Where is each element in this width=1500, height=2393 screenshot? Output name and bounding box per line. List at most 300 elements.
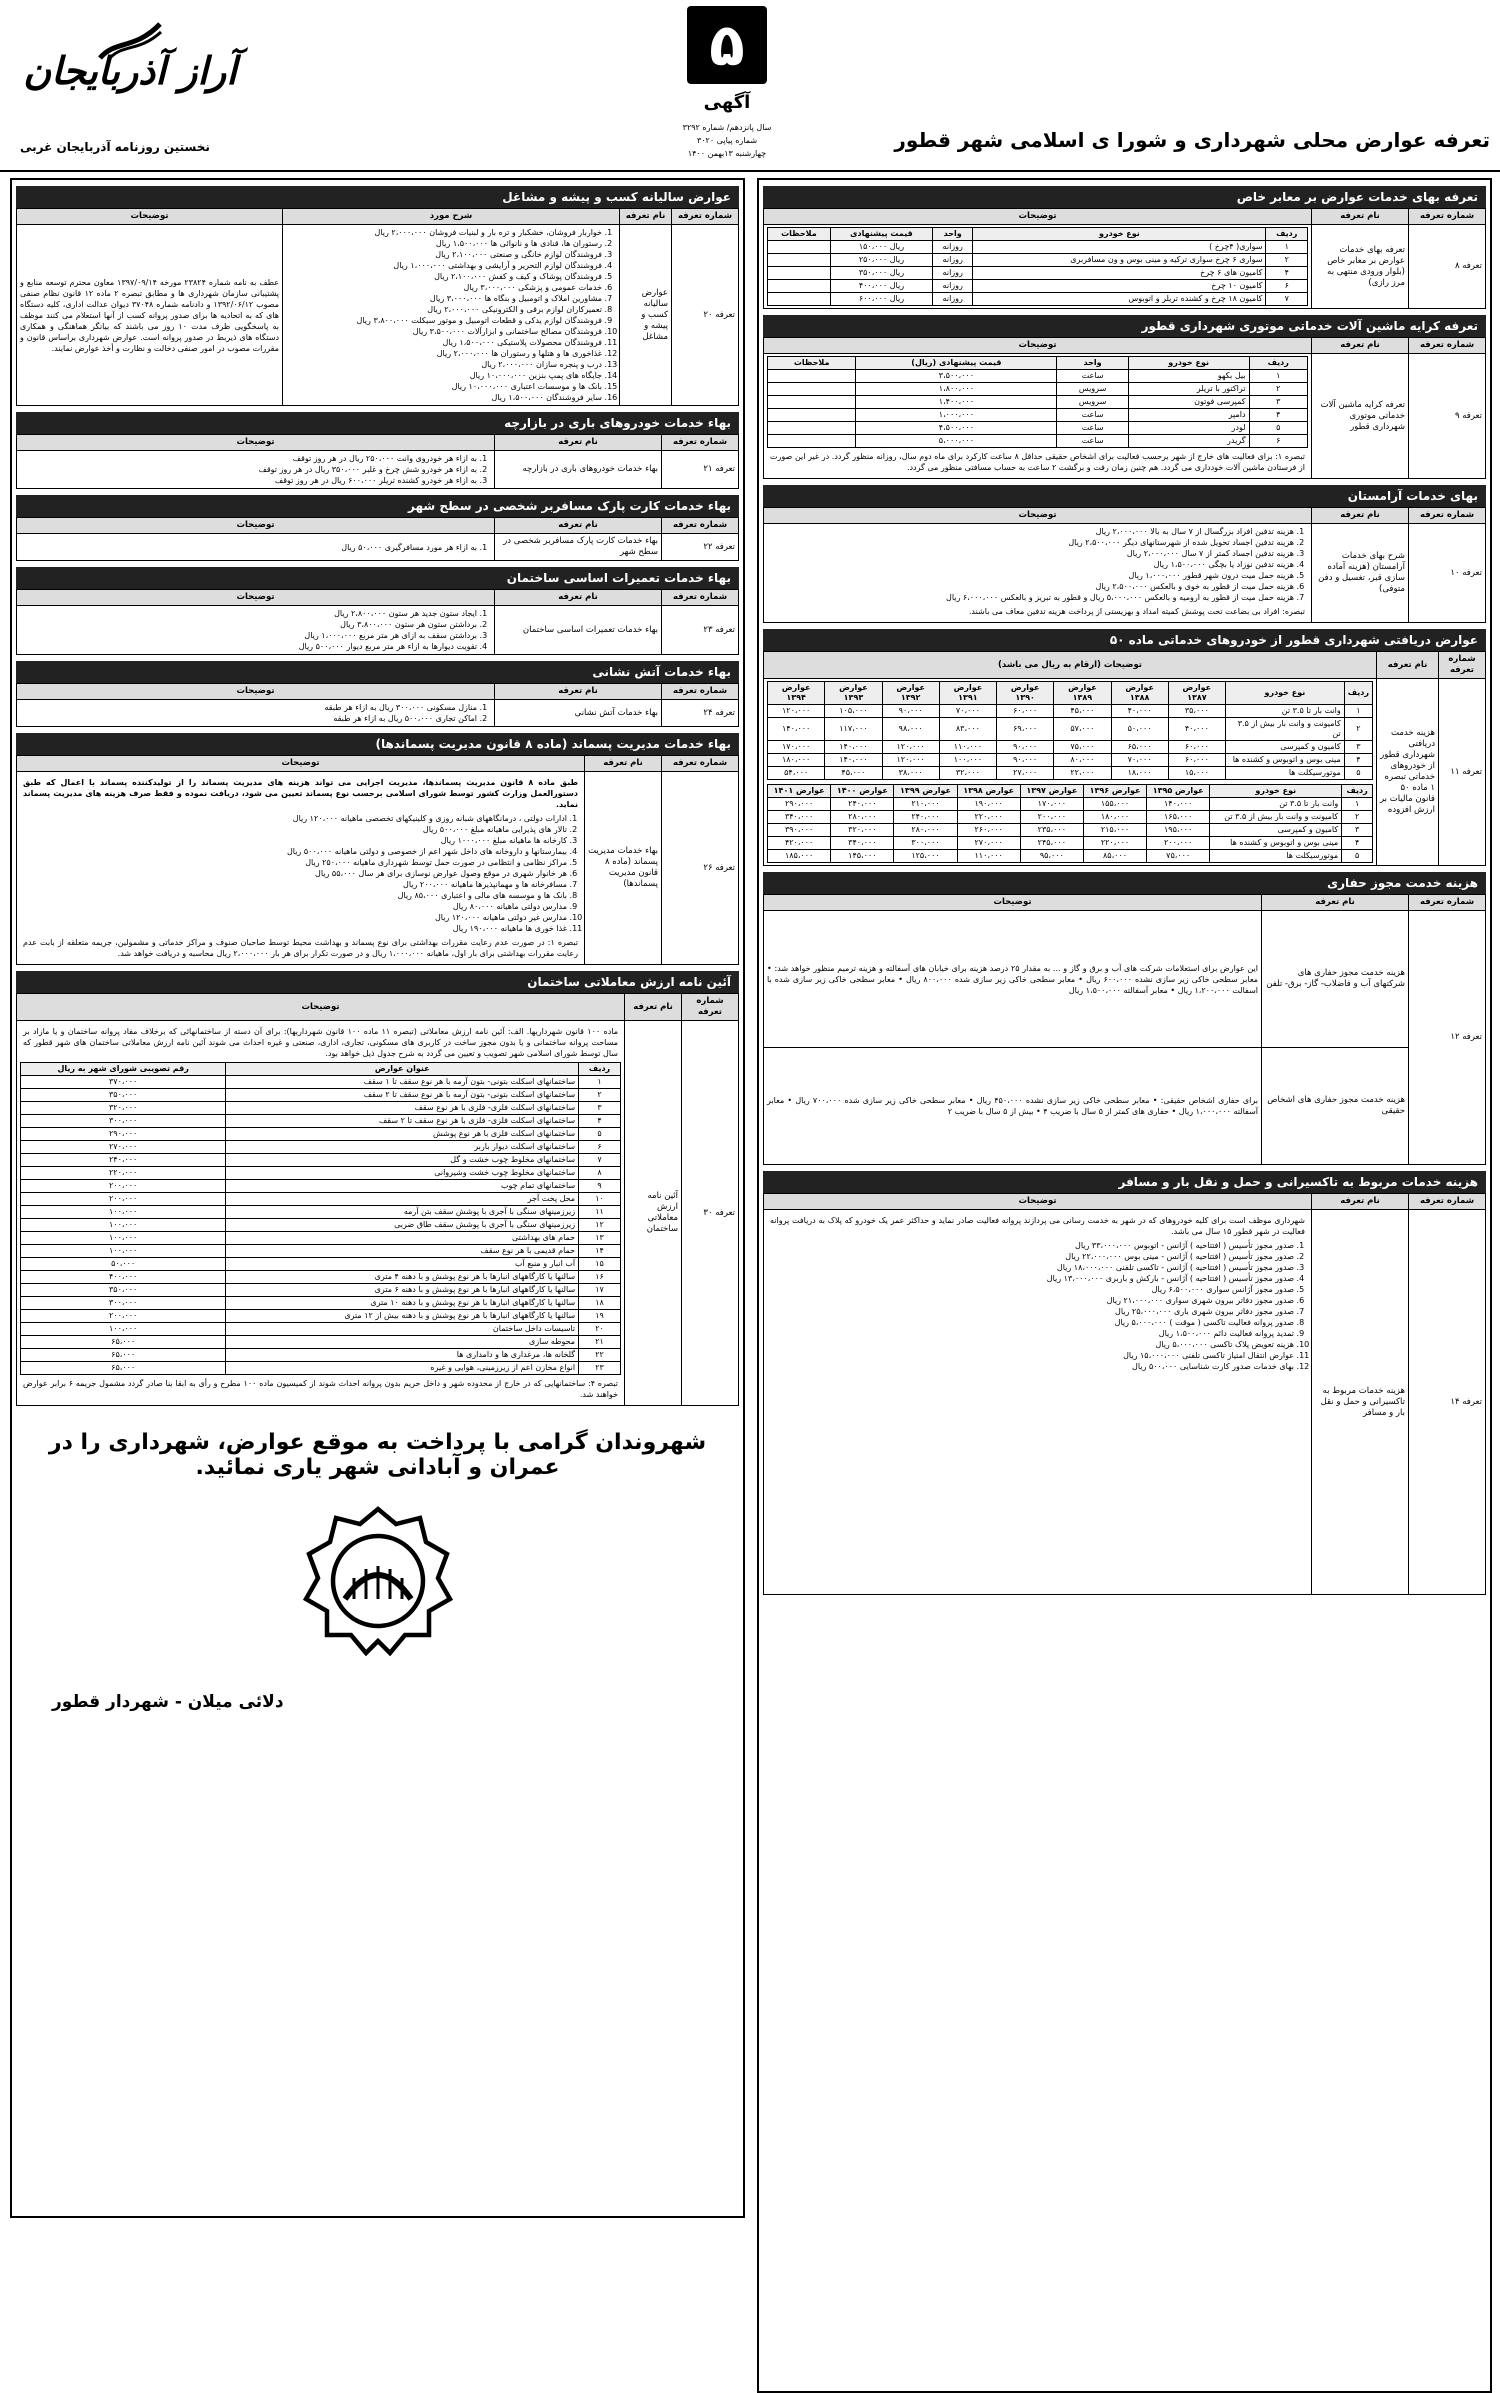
- section-title: بهاء خدمات خودروهای باری در بازارچه: [16, 412, 739, 434]
- table-row: [768, 435, 1308, 448]
- table-cell: ۲۵۰،۰۰۰ ریال: [830, 254, 932, 267]
- table-row: [768, 741, 1373, 754]
- column-header: عوارض ۱۳۹۳: [825, 682, 882, 705]
- table-cell: ۱۵۵،۰۰۰: [1083, 798, 1146, 811]
- header-num: شماره تعرفه: [1439, 652, 1486, 679]
- table-cell: آب انبار و منبع آب: [226, 1258, 579, 1271]
- list-item: 11. غذا خوری ها ماهیانه ۱۹۰،۰۰۰ ریال: [20, 923, 567, 934]
- table-cell: ۳۵۰،۰۰۰: [21, 1089, 226, 1102]
- tariff-num: تعرفه ۱۰: [1409, 524, 1486, 623]
- table-cell: ۲۸۰،۰۰۰: [894, 824, 957, 837]
- list-item: 6. خدمات عمومی و پزشکی ۳،۰۰۰،۰۰۰ ریال: [286, 282, 602, 293]
- table-cell: ۱۴۰،۰۰۰: [768, 718, 825, 741]
- table-cell: ۶: [1249, 435, 1307, 448]
- table-cell: ۱: [579, 1076, 621, 1089]
- tariff-num: تعرفه ۲۳: [662, 606, 739, 655]
- section-tariff-8: [763, 186, 1486, 309]
- right-column: [757, 178, 1492, 2393]
- list-item: 6. هر خانوار شهری در موقع وصول عوارض نوسازی برای هر سال ۵۵،۰۰۰ ریال: [20, 868, 567, 879]
- table-cell: ۱۲۰،۰۰۰: [882, 754, 939, 767]
- tariff-table: [763, 208, 1486, 309]
- table-cell: ۶: [579, 1141, 621, 1154]
- column-header: ردیف: [579, 1063, 621, 1076]
- page-title: تعرفه عوارض محلی شهرداری و شورا ی اسلامی شهر قطور: [894, 128, 1490, 152]
- table-cell: ۴۲۰،۰۰۰: [768, 837, 831, 850]
- newspaper-logo: [10, 20, 250, 130]
- table-cell: ۱۵۰،۰۰۰ ریال: [830, 241, 932, 254]
- header-num: شماره تعرفه: [682, 994, 739, 1021]
- inner-table: [767, 227, 1308, 306]
- list-item: 8. صدور پروانه فعالیت تاکسی ( موقت ) ۵،۰۰۰،۰۰۰ ریال: [767, 1317, 1294, 1328]
- table-cell: سرویس: [1057, 383, 1128, 396]
- table-row: [768, 293, 1308, 306]
- item-list: [20, 813, 581, 934]
- table-cell: ۷۰،۰۰۰: [939, 705, 996, 718]
- page-number-block: [682, 0, 772, 165]
- table-row: [21, 1180, 621, 1193]
- table-cell: ۱۴۰،۰۰۰: [1147, 798, 1210, 811]
- table-cell: ۲۲: [579, 1349, 621, 1362]
- table-cell: ۱،۸۰۰،۰۰۰: [856, 383, 1057, 396]
- list-item: 3. صدور مجوز تأسیس ( افتتاحیه ) آژانس - تاکسی تلفنی ۱۸،۰۰۰،۰۰۰ ریال: [767, 1262, 1294, 1273]
- table-cell: کامیون و کمپرسی: [1210, 824, 1342, 837]
- table-cell: ۲۰: [579, 1323, 621, 1336]
- list-item: 1. صدور مجوز تأسیس ( افتتاحیه ) آژانس - اتوبوس ۳۳،۰۰۰،۰۰۰ ریال: [767, 1240, 1294, 1251]
- table-cell: ۱۰۰،۰۰۰: [21, 1245, 226, 1258]
- list-item: 4. فروشندگان لوازم التحریر و آرایشی و بهداشتی ۱،۰۰۰،۰۰۰ ریال: [286, 260, 602, 271]
- note: تبصره ۴: ساختمانهایی که در خارج از محدوده شهر و داخل حریم بدون پروانه احداث شوند از کمیسیون ماده ۱۰۰ مطرح و رأی به ابقا بنا صادر گردد مشمول جریمه ۶ برابر عوارض خواهند شد.: [23, 1379, 618, 1399]
- table-cell: ۱۴: [579, 1245, 621, 1258]
- table-cell: ۲۰۰،۰۰۰: [21, 1310, 226, 1323]
- table-cell: دامپر: [1128, 409, 1249, 422]
- table-cell: ۱۷۰،۰۰۰: [768, 741, 825, 754]
- table-cell: ۲: [1249, 383, 1307, 396]
- table-cell: سرویس: [1057, 396, 1128, 409]
- table-cell: ۳: [1344, 741, 1372, 754]
- table-cell: وانت بار تا ۳.۵ تن: [1210, 798, 1342, 811]
- table-cell: ۱۸: [579, 1297, 621, 1310]
- table-cell: ۵۴،۰۰۰: [768, 767, 825, 780]
- table-cell: ۴: [1249, 409, 1307, 422]
- list-item: 5. هزینه حمل میت درون شهر قطور ۱،۰۰۰،۰۰۰ ریال: [767, 570, 1294, 581]
- header-num: شماره تعرفه: [662, 435, 739, 451]
- header-num: شماره تعرفه: [662, 684, 739, 700]
- section-tariff-21: [16, 412, 739, 489]
- table-cell: ساختمانهای اسکلت فلزی- فلزی با هر نوع سقف: [226, 1102, 579, 1115]
- column-header: ردیف: [1342, 785, 1373, 798]
- table-cell: ساختمانهای اسکلت بتونی- بتون آرمه با هر نوع سقف تا ۲ سقف: [226, 1089, 579, 1102]
- page-number: ۵: [687, 6, 767, 84]
- header-name: نام تعرفه: [1312, 209, 1409, 225]
- list-item: 2. برداشتن ستون هر ستون ۳،۸۰۰،۰۰۰ ریال: [20, 619, 477, 630]
- tariff-num: تعرفه ۲۱: [662, 451, 739, 489]
- tariff-table: [763, 894, 1486, 1165]
- list-item: 7. صدور مجوز دفاتر بیرون شهری باری ۲۵،۰۰۰،۰۰۰ ریال: [767, 1306, 1294, 1317]
- table-cell: سالنها یا کارگاههای انبارها با هر نوع پوشش و با دهنه ۱۰ متری: [226, 1297, 579, 1310]
- list-item: 12. غذاخوری ها و هتلها و رستوران ها ۲،۰۰۰،۰۰۰ ریال: [286, 348, 602, 359]
- list-item: 7. مشاورین املاک و اتومبیل و بنگاه ها ۳،۰۰۰،۰۰۰ ریال: [286, 293, 602, 304]
- inner-table: [767, 681, 1373, 780]
- item-list: [20, 702, 491, 724]
- table-cell: ۱۲۰،۰۰۰: [882, 741, 939, 754]
- table-cell: محوطه سازی: [226, 1336, 579, 1349]
- section-tariff-24: [16, 661, 739, 727]
- table-cell: ۱۹: [579, 1310, 621, 1323]
- table-cell: ۷: [1266, 293, 1308, 306]
- table-cell: ۱۷۰،۰۰۰: [1020, 798, 1083, 811]
- column-header: ملاحظات: [768, 357, 856, 370]
- tariff-table: [16, 434, 739, 489]
- header-name: نام تعرفه: [495, 518, 662, 534]
- tariff-num: تعرفه ۱۲: [1409, 911, 1486, 1165]
- tariff-table: [763, 651, 1486, 866]
- header-item: شرح مورد: [283, 209, 620, 225]
- list-item: 11. عوارض انتقال امتیاز تاکسی تلفنی ۱۵،۰۰۰،۰۰۰ ریال: [767, 1350, 1294, 1361]
- tariff-table: [16, 993, 739, 1406]
- column-header: عوارض ۱۳۹۰: [997, 682, 1054, 705]
- table-cell: ۳۲،۰۰۰: [939, 767, 996, 780]
- table-cell: ۲۷۰،۰۰۰: [957, 837, 1020, 850]
- table-row: [768, 254, 1308, 267]
- column-header: ملاحظات: [768, 228, 831, 241]
- section-tariff-10: [763, 485, 1486, 623]
- tariff-name: هزینه خدمات مربوط به تاکسیرانی و حمل و نقل بار و مسافر: [1312, 1210, 1409, 1595]
- tariff-name: بهاء خدمات تعمیرات اساسی ساختمان: [495, 606, 662, 655]
- list-item: 1. به ازاء هر مورد مسافرگیری ۵۰،۰۰۰ ریال: [20, 542, 477, 553]
- note: تبصره: افراد بی بضاعت تحت پوشش کمیته امداد و بهزیستی از پرداخت هزینه تدفین معاف می باشند.: [968, 607, 1305, 616]
- table-cell: ۱۲: [579, 1219, 621, 1232]
- list-item: 10. فروشندگان مصالح ساختمانی و ابزارآلات ۳،۵۰۰،۰۰۰ ریال: [286, 326, 602, 337]
- table-cell: مینی بوس و اتوبوس و کشنده ها: [1225, 754, 1344, 767]
- table-cell: گلخانه ها، مرغداری ها و دامداری ها: [226, 1349, 579, 1362]
- table-row: [768, 396, 1308, 409]
- intro: طبق ماده ۸ قانون مدیریت پسماندها، مدیریت اجرایی می تواند هزینه های مدیریت پسماند را از تولیدکننده پسماند با اعمال که طبق دستورالعمل وزارت کشور توسط شورای اسلامی برحسب نوع پسماند تعیین می شود، دریافت نموده و فقط صرف هزینه های مدیریت پسماند نماید.: [23, 778, 579, 809]
- table-cell: [768, 409, 856, 422]
- table-cell: ۴۵،۰۰۰: [825, 767, 882, 780]
- table-cell: زیرزمینهای سنگی با آجری با پوشش سقف طاق ضربی: [226, 1219, 579, 1232]
- table-cell: ۱۳: [579, 1232, 621, 1245]
- tariff-num: تعرفه ۱۱: [1439, 679, 1486, 866]
- header-num: شماره تعرفه: [662, 756, 739, 772]
- table-cell: ۲۸۰،۰۰۰: [831, 811, 894, 824]
- table-row: [768, 798, 1373, 811]
- table-cell: [768, 267, 831, 280]
- desc: عطف به نامه شماره ۲۳۸۲۴ مورخه ۱۳۹۷/۰۹/۱۴ معاون محترم توسعه منابع و پشتیبانی سازمان شهرداری ها و مطابق تبصره ۲ ماده ۱۲ قانون نظام صنفی مصوب ۱۳۹۲/۰۶/۱۲ و دادنامه شماره ۳۷۰۴۸ دیوان عدالت اداری، کلیه دستگاه های که به اتحادیه ها برای صدور پروانه کسب از آنها استعلام می کنند موظف به پاسخگویی ظرف مدت ۱۰ روز می باشند که بیانگر هماهنگی و همکاری دستگاه های ذیربط در صدور پروانه است. عوارض شهرداری براساس قانون و مقررات مصوب در امور صنفی دخالت و نظارت و أخذ عوارض نمایند.: [17, 225, 283, 406]
- table-cell: ۳۲۰،۰۰۰: [831, 824, 894, 837]
- table-row: [768, 811, 1373, 824]
- table-cell: تاسیسات داخل ساختمان: [226, 1323, 579, 1336]
- column-header: عوارض ۱۳۹۴: [768, 682, 825, 705]
- table-cell: ۱۵،۰۰۰: [1168, 767, 1225, 780]
- list-item: 6. صدور مجوز دفاتر بیرون شهری سواری ۲۱،۰۰۰،۰۰۰ ریال: [767, 1295, 1294, 1306]
- note: تبصره ۱: برای فعالیت های خارج از شهر برحسب فعالیت برای اشخاص حقیقی حداقل ۸ ساعت کارکرد برای ماه دوم سال، روزانه منظور گردد. در غیر این صورت از فرستادن ماشین آلات خودداری می گردد. هم چنین زمان رفت و برگشت ۲ ساعت به حساب مسافتی منظور می گردد.: [770, 452, 1306, 472]
- table-cell: ۳،۵۰۰،۰۰۰: [856, 370, 1057, 383]
- table-row: [21, 1349, 621, 1362]
- table-row: [21, 1284, 621, 1297]
- table-cell: ۸۰،۰۰۰: [1054, 754, 1111, 767]
- table-row: [21, 1076, 621, 1089]
- list-item: 5. فروشندگان پوشاک و کیف و کفش ۲،۱۰۰،۰۰۰ ریال: [286, 271, 602, 282]
- left-column: [10, 178, 745, 2218]
- header-name: نام تعرفه: [495, 684, 662, 700]
- table-cell: ۵: [1249, 422, 1307, 435]
- header-desc: توضیحات: [17, 994, 625, 1021]
- list-item: 9. فروشندگان لوازم یدکی و قطعات اتومبیل و موتور سیکلت ۳،۸۰۰،۰۰۰ ریال: [286, 315, 602, 326]
- table-cell: ۱۹۵،۰۰۰: [1147, 824, 1210, 837]
- table-cell: ۱۴۵،۰۰۰: [831, 850, 894, 863]
- table-cell: ۷۰،۰۰۰: [1111, 754, 1168, 767]
- table-cell: ۹۰،۰۰۰: [997, 754, 1054, 767]
- table-row: [21, 1089, 621, 1102]
- table-cell: ۱۴۰،۰۰۰: [825, 754, 882, 767]
- table-cell: ۴: [1342, 837, 1373, 850]
- table-cell: روزانه: [933, 280, 973, 293]
- list-item: 3. به ازاء هر خودرو کشنده تریلر ۶۰۰،۰۰۰ ریال در هر روز توقف: [20, 475, 477, 486]
- tariff-name: هزینه خدمت مجوز حفاری های اشخاص حقیقی: [1262, 1048, 1409, 1165]
- table-row: [768, 850, 1373, 863]
- inner-table: [20, 1062, 621, 1375]
- column-header: عوارض ۱۴۰۱: [768, 785, 831, 798]
- tariff-table: [16, 683, 739, 727]
- table-cell: ۴،۵۰۰،۰۰۰: [856, 422, 1057, 435]
- table-cell: ۲۰۰،۰۰۰: [1147, 837, 1210, 850]
- table-row: [21, 1115, 621, 1128]
- table-cell: ۳۷۰،۰۰۰: [21, 1076, 226, 1089]
- table-row: [768, 409, 1308, 422]
- table-cell: ۳۵۰،۰۰۰: [21, 1284, 226, 1297]
- table-row: [21, 1141, 621, 1154]
- header-name: نام تعرفه: [495, 590, 662, 606]
- table-cell: ۲۰۰،۰۰۰: [21, 1180, 226, 1193]
- table-cell: ۵: [1344, 767, 1372, 780]
- table-row: [768, 824, 1373, 837]
- table-cell: وانت بار تا ۳.۵ تن: [1225, 705, 1344, 718]
- list-item: 7. مسافرخانه ها و مهمانپذیرها ماهیانه ۲۰۰،۰۰۰ ریال: [20, 879, 567, 890]
- table-cell: [768, 370, 856, 383]
- item-list: [767, 526, 1308, 603]
- table-row: [768, 718, 1373, 741]
- list-item: 2. رستوران ها، قنادی ها و نانوائی ها ۱،۵۰۰،۰۰۰ ریال: [286, 238, 602, 249]
- list-item: 16. سایر فروشندگان ۱،۵۰۰،۰۰۰ ریال: [286, 392, 602, 403]
- table-cell: ساختمانهای اسکلت فلزی- فلزی با هر نوع سقف تا ۲ سقف: [226, 1115, 579, 1128]
- page-header: [0, 0, 1500, 172]
- section-title: آئین نامه ارزش معاملاتی ساختمان: [16, 971, 739, 993]
- table-cell: ۷۵،۰۰۰: [1147, 850, 1210, 863]
- table-cell: ساعت: [1057, 435, 1128, 448]
- table-cell: سالنها یا کارگاههای انبارها با هر نوع پوشش و با دهنه ۴ متری: [226, 1271, 579, 1284]
- table-cell: ۲۴۰،۰۰۰: [894, 811, 957, 824]
- section-tariff-11: [763, 629, 1486, 866]
- table-cell: روزانه: [933, 267, 973, 280]
- desc: این عوارض برای استعلامات شرکت های آب و برق و گاز و ... به مقدار ۲۵ درصد هزینه برای خیابان های آسفالته و هزینه ترمیم منظور خواهد شد: • معابر سطحی خاکی زیر سازی نشده ۶۰۰،۰۰۰ ریال • معابر سطحی خاکی زیر سازی شده ۸۰۰،۰۰۰ ریال • معابر سطحی خاکی زیر سازی شده با اسفالت ۱،۲۰۰،۰۰۰ ریال • معابر آسفالته ۱،۵۰۰،۰۰۰ ریال: [764, 911, 1262, 1048]
- table-cell: ۳۵،۰۰۰: [1168, 705, 1225, 718]
- list-item: 8. بانک ها و موسسه های مالی و اعتباری ۸۵،۰۰۰ ریال: [20, 890, 567, 901]
- list-item: 2. هزینه تدفین اجساد تحویل شده از شهرستانهای دیگر ۲،۵۰۰،۰۰۰ ریال: [767, 537, 1294, 548]
- tariff-name: تعرفه بهای خدمات عوارض بر معابر خاص (بلوار ورودی منتهی به مرز رازی): [1312, 225, 1409, 309]
- table-row: [768, 837, 1373, 850]
- table-row: [768, 754, 1373, 767]
- header-desc: توضیحات: [764, 209, 1312, 225]
- table-cell: ساختمانهای تمام چوب: [226, 1180, 579, 1193]
- tariff-table: [16, 755, 739, 965]
- list-item: 4. بیمارستانها و داروخانه های داخل شهر اعم از خصوصی و دولتی ماهیانه ۵۰۰،۰۰۰ ریال: [20, 846, 567, 857]
- table-cell: سواری( ۴چرخ ): [973, 241, 1266, 254]
- section-title: بهاء خدمات تعمیرات اساسی ساختمان: [16, 567, 739, 589]
- table-cell: ۶۰،۰۰۰: [1168, 754, 1225, 767]
- list-item: 14. جایگاه های پمپ بنزین ۱۰،۰۰۰،۰۰۰ ریال: [286, 370, 602, 381]
- table-cell: ۵۰،۰۰۰: [1111, 718, 1168, 741]
- table-cell: ۲۱۵،۰۰۰: [1083, 824, 1146, 837]
- table-cell: روزانه: [933, 241, 973, 254]
- table-cell: ۷۵،۰۰۰: [1054, 741, 1111, 754]
- table-cell: ۱۸۰،۰۰۰: [1083, 811, 1146, 824]
- header-num: شماره تعرفه: [672, 209, 739, 225]
- table-cell: ۶۰،۰۰۰: [997, 705, 1054, 718]
- table-cell: ۱۰۵،۰۰۰: [825, 705, 882, 718]
- section-title: تعرفه بهای خدمات عوارض بر معابر خاص: [763, 186, 1486, 208]
- table-cell: ۱۲۰،۰۰۰: [768, 705, 825, 718]
- header-num: شماره تعرفه: [1409, 895, 1486, 911]
- item-list: [767, 1240, 1308, 1372]
- table-cell: ۳: [1342, 824, 1373, 837]
- table-cell: ساعت: [1057, 409, 1128, 422]
- table-cell: کامیون و کمپرسی: [1225, 741, 1344, 754]
- list-item: 12. بهای خدمات صدور کارت شناسایی ۵۰۰،۰۰۰ ریال: [767, 1361, 1294, 1372]
- table-cell: ۸۳،۰۰۰: [939, 718, 996, 741]
- table-cell: ۶۹،۰۰۰: [997, 718, 1054, 741]
- list-item: 2. صدور مجوز تأسیس ( افتتاحیه ) آژانس - مینی بوس ۲۲،۰۰۰،۰۰۰ ریال: [767, 1251, 1294, 1262]
- table-cell: حمام های بهداشتی: [226, 1232, 579, 1245]
- table-cell: ۳: [579, 1102, 621, 1115]
- table-row: [21, 1102, 621, 1115]
- table-row: [21, 1206, 621, 1219]
- table-cell: کامیون ۱۰ چرخ: [973, 280, 1266, 293]
- column-header: عوارض ۱۳۸۷: [1168, 682, 1225, 705]
- column-header: عوارض ۱۳۹۹: [894, 785, 957, 798]
- table-cell: ۳: [1249, 396, 1307, 409]
- table-cell: ۴۵،۰۰۰: [1054, 705, 1111, 718]
- table-row: [768, 241, 1308, 254]
- header-name: نام تعرفه: [585, 756, 662, 772]
- column-header: عوارض ۱۳۹۷: [1020, 785, 1083, 798]
- list-item: 2. تالار های پذیرایی ماهیانه مبلغ ۵۰۰،۰۰۰ ریال: [20, 824, 567, 835]
- table-cell: ۲۰۰،۰۰۰: [1020, 811, 1083, 824]
- column-header: واحد: [933, 228, 973, 241]
- table-row: [21, 1232, 621, 1245]
- column-header: ردیف: [1249, 357, 1307, 370]
- section-tariff-26: [16, 733, 739, 965]
- table-cell: ۶۵،۰۰۰: [1111, 741, 1168, 754]
- table-cell: ۲: [1344, 718, 1372, 741]
- list-item: 1. به ازاء هر خودروی وانت ۲۵۰،۰۰۰ ریال در هر روز توقف: [20, 453, 477, 464]
- table-cell: ۳۰۰،۰۰۰: [894, 837, 957, 850]
- section-title: هزینه خدمات مربوط به تاکسیرانی و حمل و نقل بار و مسافر: [763, 1171, 1486, 1193]
- tariff-name: هزینه خدمت مجوز حفاری های شرکتهای آب و فاضلاب- گاز- برق- تلفن: [1262, 911, 1409, 1048]
- tariff-name: آئین نامه ارزش معاملاتی ساختمان: [625, 1021, 682, 1406]
- table-cell: ۵،۰۰۰،۰۰۰: [856, 435, 1057, 448]
- inner-table: [767, 356, 1308, 448]
- section-title: بهاء خدمات مدیریت پسماند (ماده ۸ قانون مدیریت پسماندها): [16, 733, 739, 755]
- tariff-num: تعرفه ۳۰: [682, 1021, 739, 1406]
- table-cell: ۱۰۰،۰۰۰: [21, 1232, 226, 1245]
- table-cell: ۱۹۰،۰۰۰: [957, 798, 1020, 811]
- table-cell: محل پخت آجر: [226, 1193, 579, 1206]
- table-cell: ۲۲،۰۰۰: [1054, 767, 1111, 780]
- table-row: [21, 1271, 621, 1284]
- table-row: [768, 370, 1308, 383]
- header-desc: توضیحات: [17, 756, 585, 772]
- table-cell: ساختمانهای مخلوط چوب خشت وشیروانی: [226, 1167, 579, 1180]
- list-item: 3. هزینه تدفین اجساد کمتر از ۷ سال ۲،۰۰۰،۰۰۰ ریال: [767, 548, 1294, 559]
- table-cell: ۲۶۰،۰۰۰: [957, 824, 1020, 837]
- column-header: عوارض ۱۳۹۲: [882, 682, 939, 705]
- table-cell: ۴۰۰،۰۰۰ ریال: [830, 280, 932, 293]
- section-title: عوارض سالیانه کسب و پیشه و مشاغل: [16, 186, 739, 208]
- tariff-table: [16, 208, 739, 406]
- item-list: [20, 542, 491, 553]
- section-tariff-30: [16, 971, 739, 1406]
- table-cell: ۱۰: [579, 1193, 621, 1206]
- table-cell: ۱۱: [579, 1206, 621, 1219]
- list-item: 3. برداشتن سقف به ازای هر متر مربع ۱،۰۰۰،۰۰۰ ریال: [20, 630, 477, 641]
- table-cell: ۱۰۰،۰۰۰: [21, 1219, 226, 1232]
- table-cell: کامیون های ۶ چرخ: [973, 267, 1266, 280]
- column-header: نوع خودرو: [1128, 357, 1249, 370]
- tariff-num: تعرفه ۲۴: [662, 700, 739, 727]
- column-header: نوع خودرو: [1210, 785, 1342, 798]
- table-cell: ۲۹۰،۰۰۰: [768, 798, 831, 811]
- table-cell: ۱۸۵،۰۰۰: [768, 850, 831, 863]
- item-list: [20, 608, 491, 652]
- table-cell: لودر: [1128, 422, 1249, 435]
- table-cell: ۱۶: [579, 1271, 621, 1284]
- table-cell: ۵: [579, 1128, 621, 1141]
- tariff-table: [763, 1193, 1486, 1595]
- header-name: نام تعرفه: [1262, 895, 1409, 911]
- table-cell: انواع مخازن اعم از زیرزمینی، هوایی و غیره: [226, 1362, 579, 1375]
- column-header: ردیف: [1344, 682, 1372, 705]
- table-cell: ۶۵،۰۰۰: [21, 1336, 226, 1349]
- table-cell: مینی بوس و اتوبوس و کشنده ها: [1210, 837, 1342, 850]
- table-cell: ۹۵،۰۰۰: [1020, 850, 1083, 863]
- list-item: 1. ادارات دولتی ، درمانگاههای شبانه روزی و کلینیکهای تخصصی ماهیانه ۱۲۰،۰۰۰ ریال: [20, 813, 567, 824]
- mayor-signature: دلائی میلان - شهردار قطور: [52, 1692, 284, 1712]
- list-item: 4. هزینه تدفین نوزاد یا بچگی ۱،۵۰۰،۰۰۰ ریال: [767, 559, 1294, 570]
- section-title: تعرفه کرایه ماشین آلات خدماتی موتوری شهرداری قطور: [763, 315, 1486, 337]
- column-header: عوارض ۱۳۹۵: [1147, 785, 1210, 798]
- header-num: شماره تعرفه: [662, 518, 739, 534]
- column-header: ردیف: [1266, 228, 1308, 241]
- tariff-name: بهاء خدمات مدیریت پسماند (ماده ۸ قانون مدیریت پسماندها): [585, 772, 662, 965]
- table-cell: زیرزمینهای سنگی با آجری با پوشش سقف بتن آرمه: [226, 1206, 579, 1219]
- tagline: نخستین روزنامه آذربایجان غربی: [20, 140, 210, 154]
- tariff-num: تعرفه ۲۰: [672, 225, 739, 406]
- tariff-num: تعرفه ۸: [1409, 225, 1486, 309]
- header-desc: توضیحات: [17, 435, 495, 451]
- section-tariff-14: [763, 1171, 1486, 1595]
- table-cell: گریدر: [1128, 435, 1249, 448]
- table-cell: ۶۰،۰۰۰: [1168, 741, 1225, 754]
- table-cell: ۴: [1266, 267, 1308, 280]
- item-list: [20, 453, 491, 486]
- table-cell: ۶: [1266, 280, 1308, 293]
- table-cell: [768, 422, 856, 435]
- table-cell: ۱۲۵،۰۰۰: [894, 850, 957, 863]
- table-row: [768, 267, 1308, 280]
- tariff-name: بهاء خدمات خودروهای باری در بازارچه: [495, 451, 662, 489]
- header-name: نام تعرفه: [495, 435, 662, 451]
- table-cell: روزانه: [933, 293, 973, 306]
